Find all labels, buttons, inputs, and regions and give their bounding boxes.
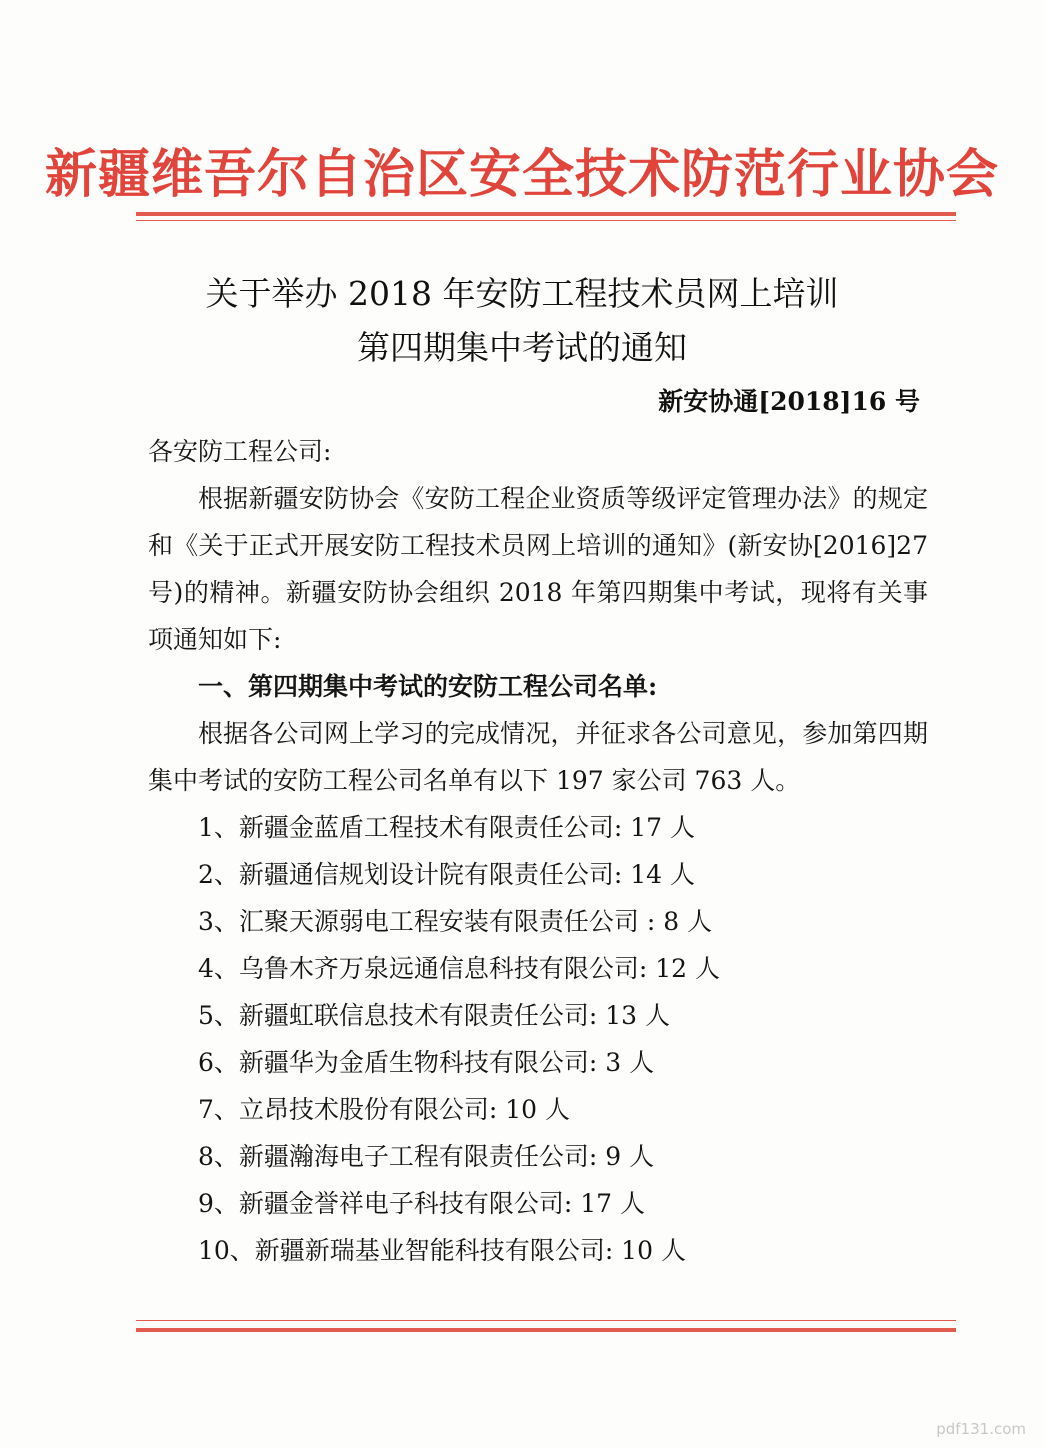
list-item: 5、新疆虹联信息技术有限责任公司: 13 人 <box>198 1001 671 1030</box>
document-title-line-1: 关于举办 2018 年安防工程技术员网上培训 <box>205 274 839 313</box>
header-divider-thin <box>136 220 956 221</box>
list-item: 8、新疆瀚海电子工程有限责任公司: 9 人 <box>198 1142 655 1171</box>
footer-divider-thick <box>136 1328 956 1332</box>
list-item: 1、新疆金蓝盾工程技术有限责任公司: 17 人 <box>198 813 696 842</box>
list-item: 7、立昂技术股份有限公司: 10 人 <box>198 1095 571 1124</box>
section-heading: 一、第四期集中考试的安防工程公司名单: <box>198 672 658 701</box>
document-number: 新安协通[2018]16 号 <box>658 387 920 416</box>
list-item: 10、新疆新瑞基业智能科技有限公司: 10 人 <box>198 1236 686 1265</box>
intro-paragraph: 根据新疆安防协会《安防工程企业资质等级评定管理办法》的规定和《关于正式开展安防工程技术员网上培训的通知》(新安协[2016]27 号)的精神。新疆安防协会组织 2018 年第四期集中考试，现将有关事项通知如下: <box>148 484 928 654</box>
list-intro-paragraph: 根据各公司网上学习的完成情况，并征求各公司意见，参加第四期集中考试的安防工程公司名单有以下 197 家公司 763 人。 <box>148 719 928 795</box>
watermark: pdf131.com <box>936 1420 1026 1438</box>
document-title-line-2: 第四期集中考试的通知 <box>357 328 687 367</box>
list-item: 3、汇聚天源弱电工程安装有限责任公司 : 8 人 <box>198 907 713 936</box>
document-body <box>148 428 928 1274</box>
list-item: 2、新疆通信规划设计院有限责任公司: 14 人 <box>198 860 696 889</box>
list-item: 9、新疆金誉祥电子科技有限公司: 17 人 <box>198 1189 646 1218</box>
salutation: 各安防工程公司: <box>148 437 332 466</box>
header-divider-thick <box>136 212 956 216</box>
footer-divider-thin <box>136 1320 956 1321</box>
list-item: 4、乌鲁木齐万泉远通信息科技有限公司: 12 人 <box>198 954 721 983</box>
list-item: 6、新疆华为金盾生物科技有限公司: 3 人 <box>198 1048 655 1077</box>
company-list <box>148 804 928 1274</box>
organization-header: 新疆维吾尔自治区安全技术防范行业协会 <box>44 145 999 205</box>
